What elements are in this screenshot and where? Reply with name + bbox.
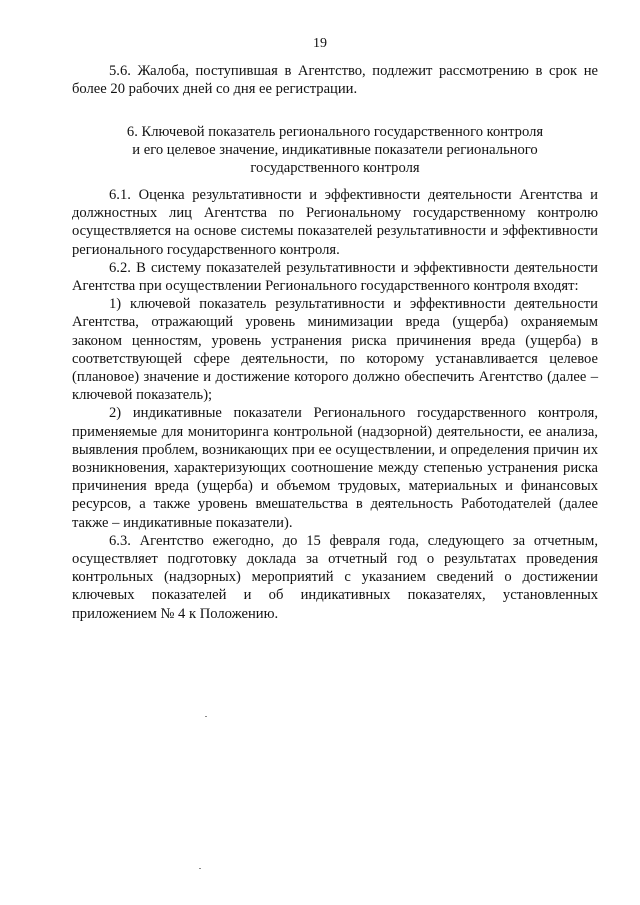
section-6-body <box>72 186 598 623</box>
heading-line-2: и его целевое значение, индикативные показатели регионального <box>132 142 538 159</box>
section-6-heading <box>72 123 598 178</box>
heading-line-1: 6. Ключевой показатель регионального государственного контроля <box>126 124 544 140</box>
paragraph-6-3: 6.3. Агентство ежегодно, до 15 февраля года, следующего за отчетным, осуществляет подготовку доклада за отчетный год о результатах проведения контрольных (надзорных) мероприятий с указанием сведений о достижении ключевых показателей и об индикативных показателях, установленных приложением № 4 к Положению. <box>72 532 598 622</box>
paragraph-6-2: 6.2. В систему показателей результативности и эффективности деятельности Агентства при осуществлении Регионального государственного контроля входят: <box>72 259 598 295</box>
heading-line-3: государственного контроля <box>250 160 420 177</box>
page-number: 19 <box>313 36 327 51</box>
paragraph-5-6: 5.6. Жалоба, поступившая в Агентство, подлежит рассмотрению в срок не более 20 рабочих дней со дня ее регистрации. <box>72 63 598 98</box>
paragraph-6-1: 6.1. Оценка результативности и эффективности деятельности Агентства и должностных лиц Агентства по Региональному государственному контролю осуществляется на основе системы показателей результативности и эффективности регионального государственного контроля. <box>72 187 598 258</box>
section-5-6 <box>72 62 598 98</box>
scan-speck <box>199 868 201 869</box>
scan-speck <box>205 716 207 717</box>
paragraph-list-item-1: 1) ключевой показатель результативности и эффективности деятельности Агентства, отражающий уровень минимизации вреда (ущерба) охраняемым законом ценностям, уровень устранения риска причинения вреда (ущерба) в соответствующей сфере деятельности, по которому устанавливается целевое (плановое) значение и достижение которого должно обеспечить Агентство (далее – ключевой показатель); <box>72 296 598 404</box>
paragraph-list-item-2: 2) индикативные показатели Регионального государственного контроля, применяемые для мониторинга контрольной (надзорной) деятельности, ее анализа, выявления проблем, возникающих при ее осуществлении, и определения причин их возникновения, характеризующих соотношение между степенью устранения риска причинения вреда (ущерба) и объемом трудовых, материальных и финансовых ресурсов, а также уровень вмешательства в деятельность Работодателей (далее также – индикативные показатели). <box>72 405 598 531</box>
